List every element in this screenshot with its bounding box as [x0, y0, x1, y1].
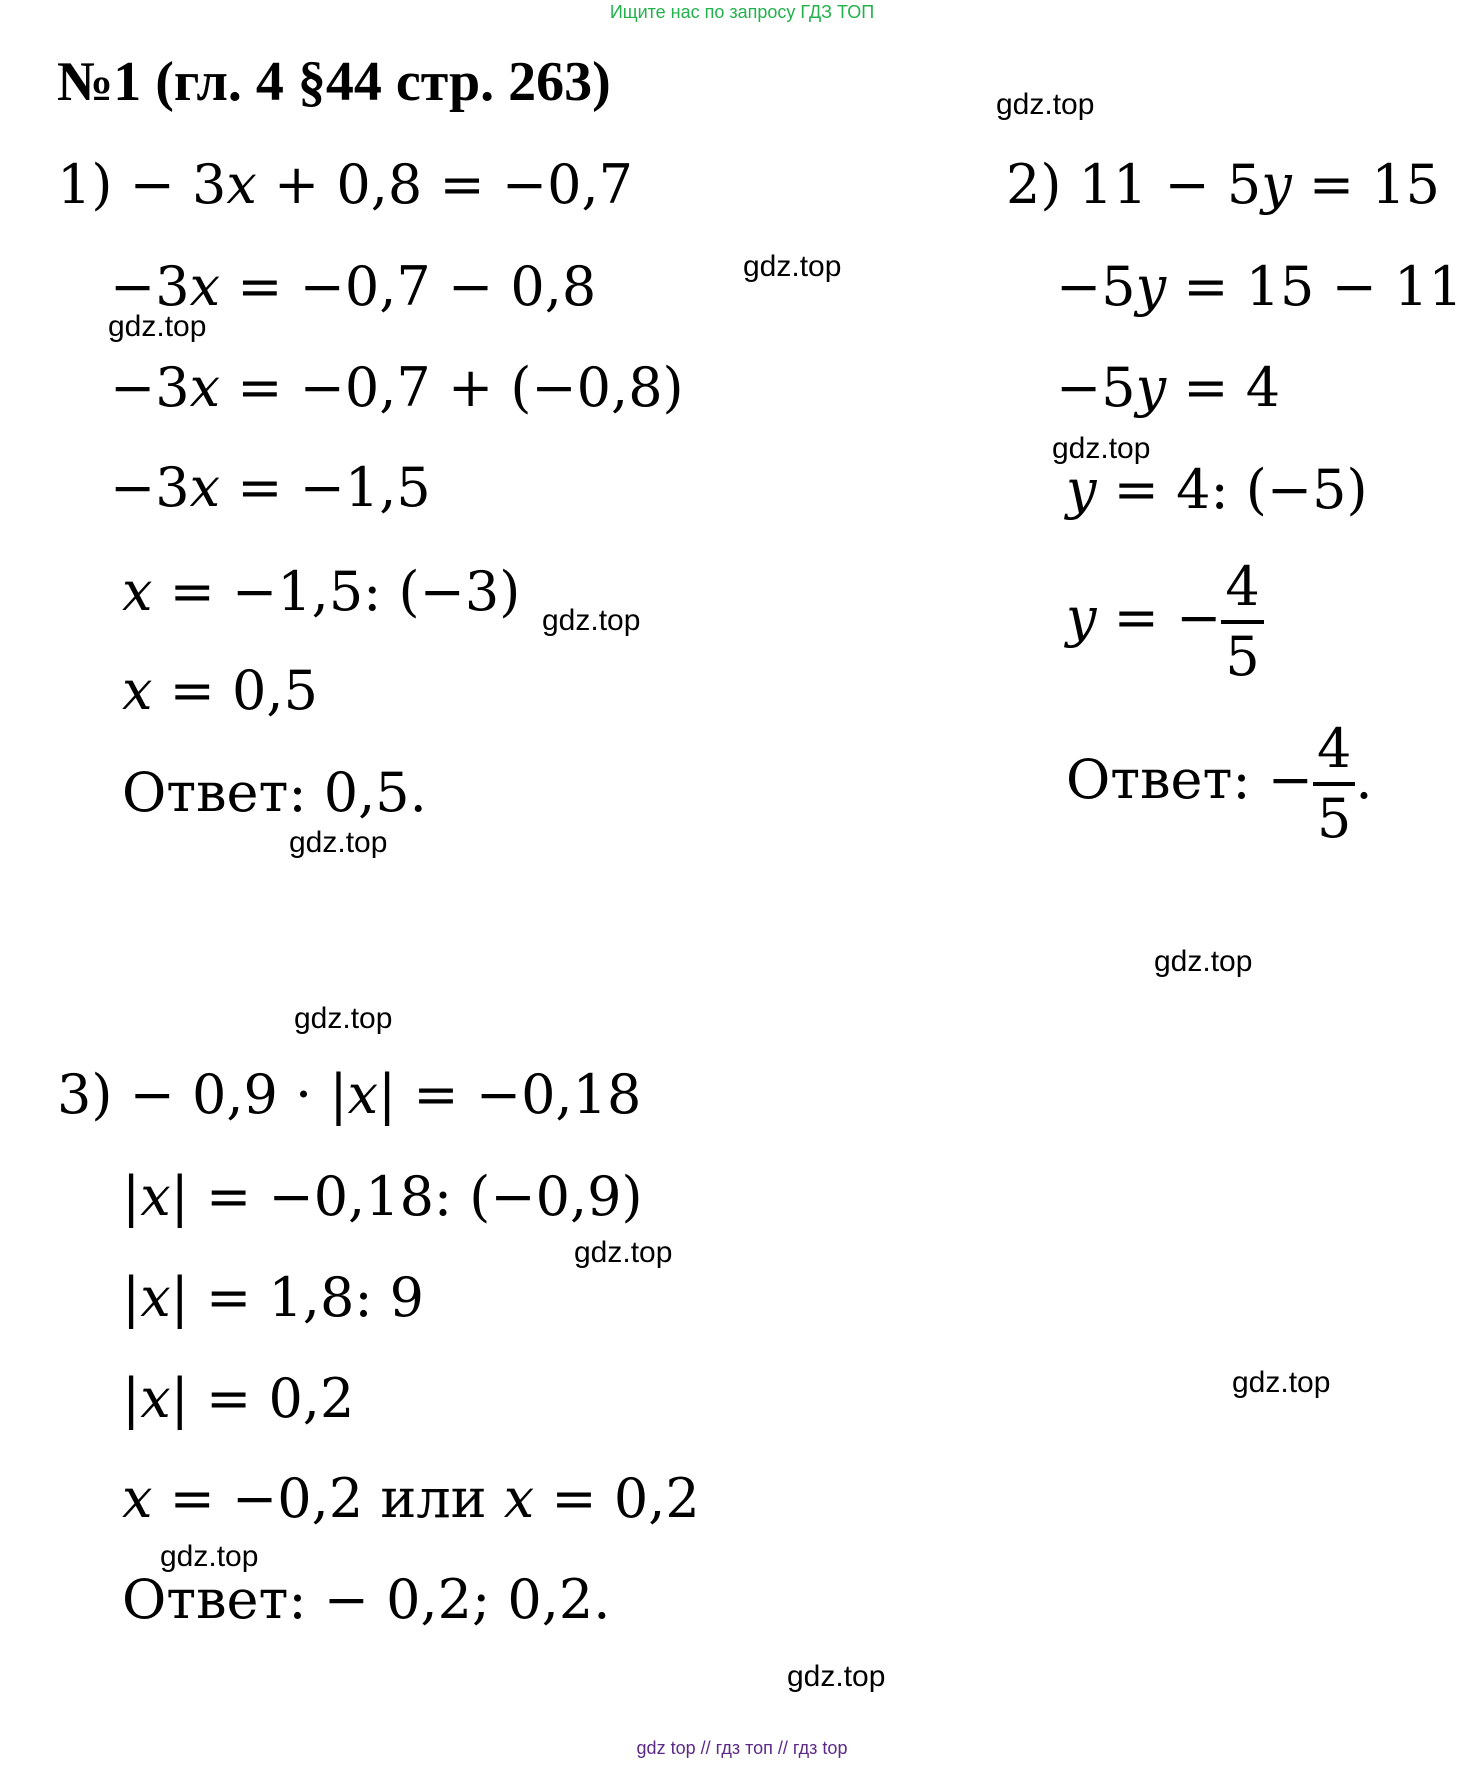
problem3-line1: 3) − 0,9 · |x| = −0,18 — [57, 1063, 642, 1126]
problem1-line3: −3x = −0,7 + (−0,8) — [110, 356, 684, 419]
watermark: gdz.top — [996, 88, 1095, 121]
problem2-line3: −5y = 4 — [1056, 356, 1281, 419]
problem1-line2: −3x = −0,7 − 0,8 — [110, 255, 597, 318]
problem2-line1: 2) 11 − 5y = 15 — [1006, 153, 1441, 216]
footer-links[interactable]: gdz top // гдз топ // гдз top — [636, 1738, 848, 1758]
problem1-line6: x = 0,5 — [122, 659, 318, 722]
watermark: gdz.top — [294, 1002, 393, 1035]
fraction: $\frac{4}{5}$ — [1313, 722, 1355, 846]
watermark: gdz.top — [160, 1540, 259, 1573]
problem1-answer: Ответ: 0,5. — [122, 761, 427, 824]
page-title: №1 (гл. 4 §44 стр. 263) — [57, 51, 611, 113]
watermark: gdz.top — [1232, 1366, 1331, 1399]
problem2-line5: y = − $\frac{4}{5}$ — [1066, 560, 1264, 684]
watermark: gdz.top — [574, 1236, 673, 1269]
problem1-line4: −3x = −1,5 — [110, 456, 431, 519]
fraction: $\frac{4}{5}$ — [1221, 560, 1263, 684]
watermark: gdz.top — [108, 310, 207, 343]
problem2-line4: y = 4: (−5) — [1066, 458, 1368, 521]
problem2-answer: Ответ: − $\frac{4}{5}$ . — [1066, 717, 1373, 850]
problem2-line2: −5y = 15 − 11 — [1056, 255, 1463, 318]
problem3-line2: |x| = −0,18: (−0,9) — [122, 1165, 643, 1228]
search-hint: Ищите нас по запросу ГДЗ ТОП — [609, 2, 875, 22]
problem3-answer: Ответ: − 0,2; 0,2. — [122, 1568, 611, 1631]
problem1-line5: x = −1,5: (−3) — [122, 560, 521, 623]
problem3-line3: |x| = 1,8: 9 — [122, 1266, 425, 1329]
watermark: gdz.top — [289, 826, 388, 859]
watermark: gdz.top — [1052, 432, 1151, 465]
watermark: gdz.top — [542, 604, 641, 637]
problem3-line4: |x| = 0,2 — [122, 1367, 355, 1430]
watermark: gdz.top — [1154, 945, 1253, 978]
watermark: gdz.top — [787, 1660, 886, 1693]
watermark: gdz.top — [743, 250, 842, 283]
problem3-line5: x = −0,2 или x = 0,2 — [122, 1467, 700, 1530]
problem1-line1: 1) − 3x + 0,8 = −0,7 — [57, 153, 633, 216]
